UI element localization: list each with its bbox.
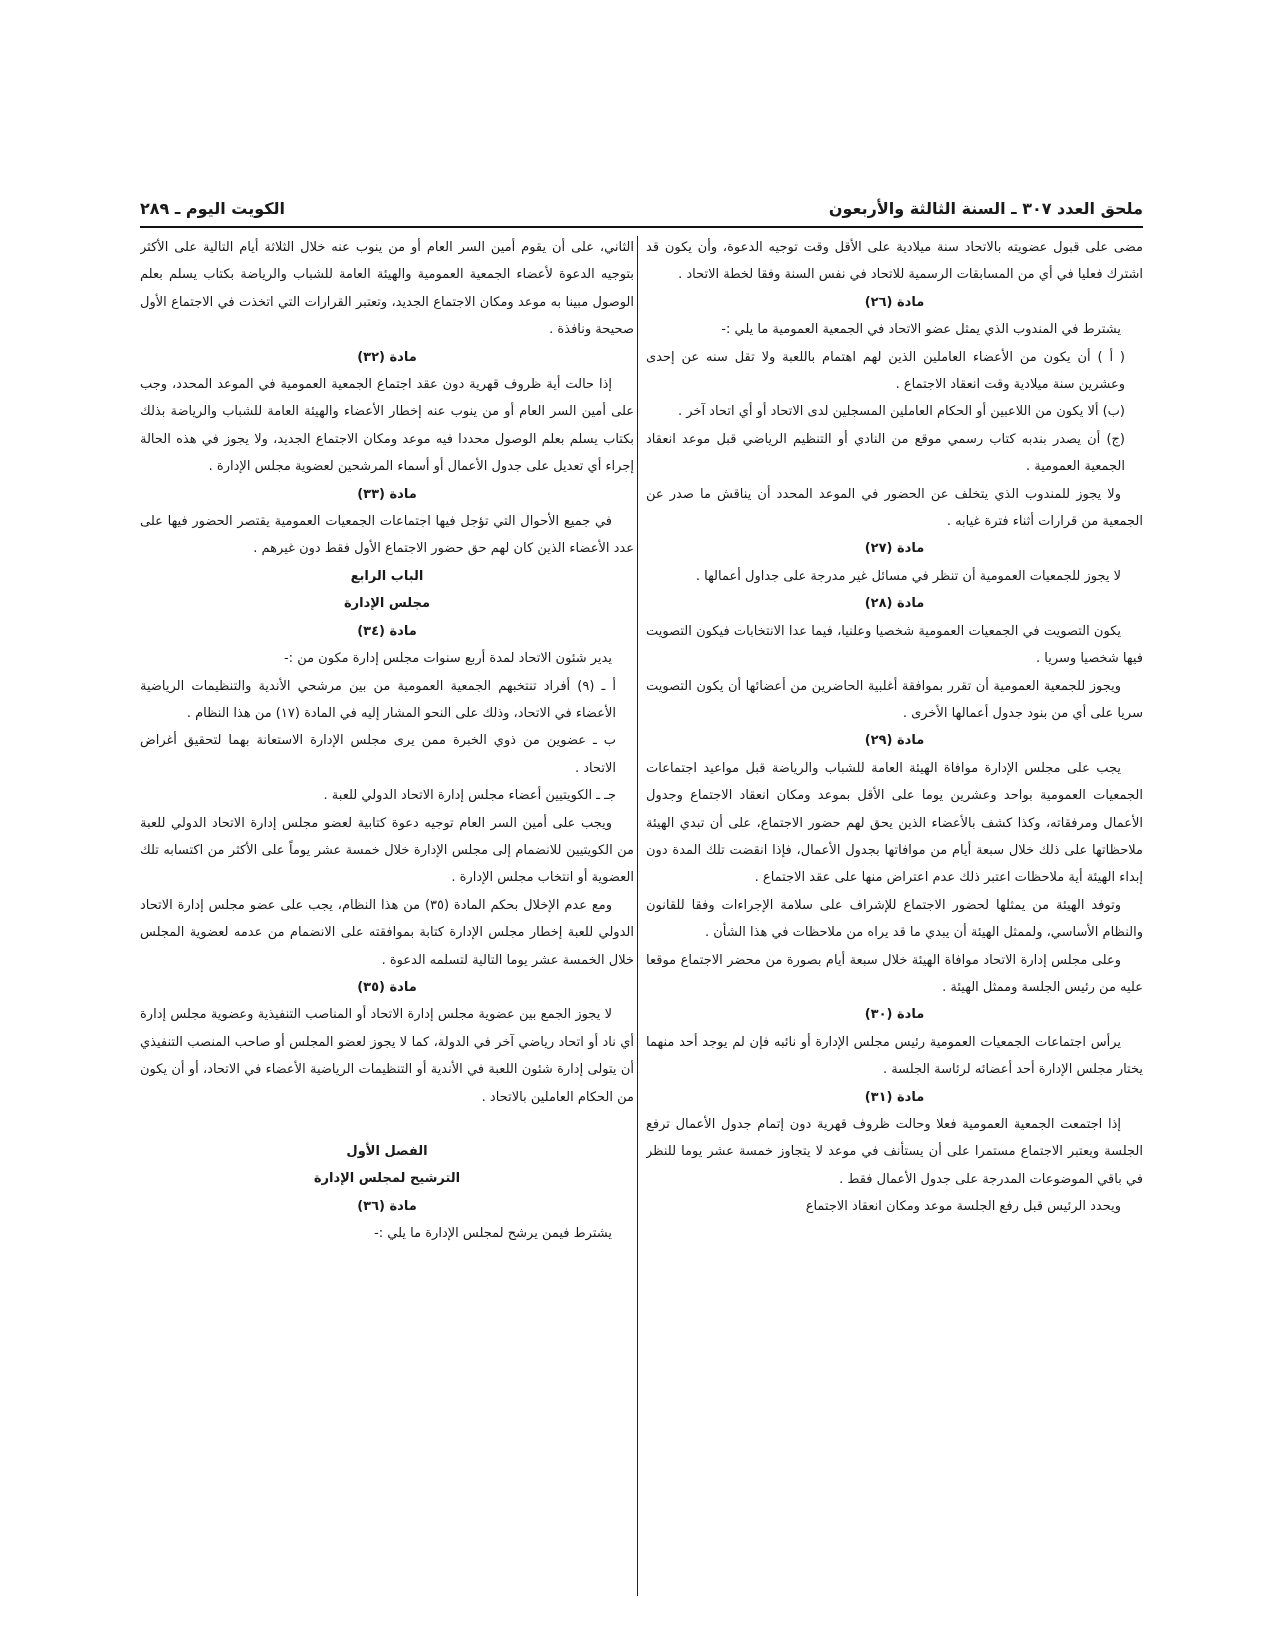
body-paragraph: مضى على قبول عضويته بالاتحاد سنة ميلادية على الأقل وقت توجيه الدعوة، وأن يكون قد اشترك فعليا في أي من المسابقات الرسمية للاتحاد في نفس السنة وفقا لخطة الاتحاد .: [646, 240, 1143, 283]
article-heading: مادة (٣٣): [357, 486, 417, 502]
body-paragraph: ويجوز للجمعية العمومية أن تقرر بموافقة أغلبية الحاضرين من أعضائها أن يكون التصويت سريا على أي من بنود جدول أعمالها الأخرى .: [646, 678, 1143, 721]
article-heading: مادة (٣١): [864, 1089, 925, 1105]
clause-item: ب ـ عضوين من ذوي الخبرة ممن يرى مجلس الإدارة الاستعانة بهما لتحقيق أغراض الاتحاد .: [140, 733, 616, 776]
body-paragraph: الثاني، على أن يقوم أمين السر العام أو من ينوب عنه خلال الثلاثة أيام التالية على الأكثر بتوجيه الدعوة لأعضاء الجمعية العمومية والهيئة العامة للشباب والرياضة بكتاب يسلم بعلم الوصول مبينا به موعد ومكان الاجتماع الجديد، وتعتبر القرارات التي اتخذت في الاجتماع الأول صحيحة ونافذة .: [140, 240, 634, 338]
body-paragraph: في جميع الأحوال التي تؤجل فيها اجتماعات الجمعيات العمومية يقتصر الحضور فيها على عدد الأعضاء الذين كان لهم حق حضور الاجتماع الأول فقط دون غيرهم .: [140, 514, 634, 557]
issue-supplement-title: ملحق العدد ٣٠٧ ـ السنة الثالثة والأربعون: [828, 199, 1143, 218]
body-paragraph: ولا يجوز للمندوب الذي يتخلف عن الحضور في الموعد المحدد أن يناقش ما صدر عن الجمعية من قرارات أثناء فترة غيابه .: [646, 486, 1143, 530]
clause-item: (ب) ألا يكون من اللاعبين أو الحكام العاملين المسجلين لدى الاتحاد أو أي اتحاد آخر .: [677, 404, 1125, 420]
article-heading: الباب الرابع: [350, 568, 424, 584]
column-divider: [637, 236, 638, 1596]
article-heading: مجلس الإدارة: [343, 596, 431, 612]
header-rule: [140, 226, 1143, 228]
body-paragraph: ومع عدم الإخلال بحكم المادة (٣٥) من هذا النظام، يجب على عضو مجلس إدارة الاتحاد الدولي للعبة إخطار مجلس الإدارة كتابة بموافقته على الانضمام من عدمه لعضوية المجلس خلال الخمسة عشر يوما التالية لتسلمه الدعوة .: [140, 897, 634, 968]
body-paragraph: وتوفد الهيئة من يمثلها لحضور الاجتماع للإشراف على سلامة الإجراءات وفقا للقانون والنظام الأساسي، ولممثل الهيئة أن يبدي ما قد يراه من ملاحظات في هذا الشأن .: [646, 897, 1143, 941]
left-column: [140, 234, 634, 1604]
article-heading: مادة (٣٥): [357, 979, 417, 995]
clause-item: ( أ ) أن يكون من الأعضاء العاملين الذين لهم اهتمام باللعبة ولا تقل سنه عن إحدى وعشرين سنة ميلادية وقت انعقاد الاجتماع .: [646, 349, 1125, 393]
article-heading: مادة (٢٦): [864, 294, 925, 310]
page-header: [140, 199, 1143, 225]
body-paragraph: يكون التصويت في الجمعيات العمومية شخصيا وعلنيا، فيما عدا الانتخابات فيكون التصويت فيها شخصيا وسريا .: [646, 623, 1143, 667]
body-paragraph: يرأس اجتماعات الجمعيات العمومية رئيس مجلس الإدارة أو نائبه فإن لم يوجد أحد منهما يختار مجلس الإدارة أحد أعضائه لرئاسة الجلسة .: [646, 1034, 1143, 1078]
body-paragraph: وعلى مجلس إدارة الاتحاد موافاة الهيئة خلال سبعة أيام بصورة من محضر الاجتماع موقعا عليه من رئيس الجلسة وممثل الهيئة .: [646, 952, 1143, 995]
body-paragraph: يجب على مجلس الإدارة موافاة الهيئة العامة للشباب والرياضة قبل مواعيد اجتماعات الجمعيات العمومية بواحد وعشرين يوما على الأقل بموعد ومكان انعقاد الاجتماع وجدول الأعمال ومرفقاته، وكذا كشف بالأعضاء الذين يحق لهم حضور الاجتماع، على أن تبدي الهيئة ملاحظاتها على ذلك خلال سبعة أيام من موافاتها بجدول الأعمال، فإذا انقضت تلك المدة دون إبداء الهيئة أية ملاحظات اعتبر ذلك عدم اعتراض منها على عقد الاجتماع .: [646, 760, 1143, 886]
clause-item: (ج) أن يصدر بندبه كتاب رسمي موقع من النادي أو التنظيم الرياضي قبل موعد انعقاد الجمعية العمومية .: [646, 431, 1125, 475]
article-heading: الفصل الأول: [346, 1144, 428, 1159]
article-heading: الترشيح لمجلس الإدارة: [313, 1171, 461, 1187]
body-paragraph: إذا حالت أية ظروف قهرية دون عقد اجتماع الجمعية العمومية في الموعد المحدد، وجب على أمين السر العام أو من ينوب عنه إخطار الأعضاء والهيئة العامة للشباب والرياضة بذلك بكتاب يسلم بعلم الوصول محددا فيه موعد ومكان الاجتماع الجديد، ولا يجوز في هذه الحالة إجراء أي تعديل على جدول الأعمال أو أسماء المرشحين لعضوية مجلس الإدارة .: [140, 377, 634, 475]
body-paragraph: لا يجوز الجمع بين عضوية مجلس إدارة الاتحاد أو المناصب التنفيذية وعضوية مجلس إدارة أي ناد أو اتحاد رياضي آخر في الدولة، كما لا يجوز لعضو المجلس أو صاحب المنصب التنفيذي أن يتولى إدارة شئون اللعبة في الأندية أو التنظيمات الرياضية الأعضاء في الاتحاد، أو أن يكون من الحكام العاملين بالاتحاد .: [140, 1007, 634, 1105]
right-column: [646, 234, 1143, 1604]
spacer: [140, 1111, 634, 1138]
body-paragraph: لا يجوز للجمعيات العمومية أن تنظر في مسائل غير مدرجة على جداول أعمالها .: [695, 568, 1121, 584]
body-paragraph: يشترط في المندوب الذي يمثل عضو الاتحاد في الجمعية العمومية ما يلي :-: [721, 322, 1121, 338]
article-heading: مادة (٣٢): [357, 349, 417, 365]
article-heading: مادة (٣٦): [357, 1198, 417, 1214]
clause-item: أ ـ (٩) أفراد تنتخبهم الجمعية العمومية من بين مرشحي الأندية والتنظيمات الرياضية الأعضاء في الاتحاد، وذلك على النحو المشار إليه في المادة (١٧) من هذا النظام .: [140, 678, 617, 721]
article-heading: مادة (٣٠): [864, 1007, 925, 1023]
body-paragraph: يشترط فيمن يرشح لمجلس الإدارة ما يلي :-: [374, 1226, 612, 1242]
article-heading: مادة (٢٨): [864, 596, 925, 612]
body-paragraph: إذا اجتمعت الجمعية العمومية فعلا وحالت ظروف قهرية دون إتمام جدول الأعمال ترفع الجلسة ويعتبر الاجتماع مستمرا على أن يستأنف في موعد لا يتجاوز خمسة عشر يوما للنظر في باقي الموضوعات المدرجة على جدول الأعمال فقط .: [646, 1117, 1143, 1187]
article-heading: مادة (٢٧): [864, 541, 925, 557]
body-paragraph: ويحدد الرئيس قبل رفع الجلسة موعد ومكان انعقاد الاجتماع: [805, 1199, 1121, 1215]
body-paragraph: يدير شئون الاتحاد لمدة أربع سنوات مجلس إدارة مكون من :-: [283, 651, 612, 667]
article-heading: مادة (٣٤): [357, 623, 417, 639]
article-heading: مادة (٢٩): [864, 733, 925, 749]
body-paragraph: ويجب على أمين السر العام توجيه دعوة كتابية لعضو مجلس إدارة الاتحاد الدولي للعبة من الكويتيين للانضمام إلى مجلس الإدارة خلال خمسة عشر يوماً على الأكثر من اكتسابه تلك العضوية أو انتخاب مجلس الإدارة .: [140, 815, 634, 886]
gazette-page-number: الكويت اليوم ـ ٢٨٩: [140, 199, 286, 218]
clause-item: جـ ـ الكويتيين أعضاء مجلس إدارة الاتحاد الدولي للعبة .: [323, 788, 616, 804]
